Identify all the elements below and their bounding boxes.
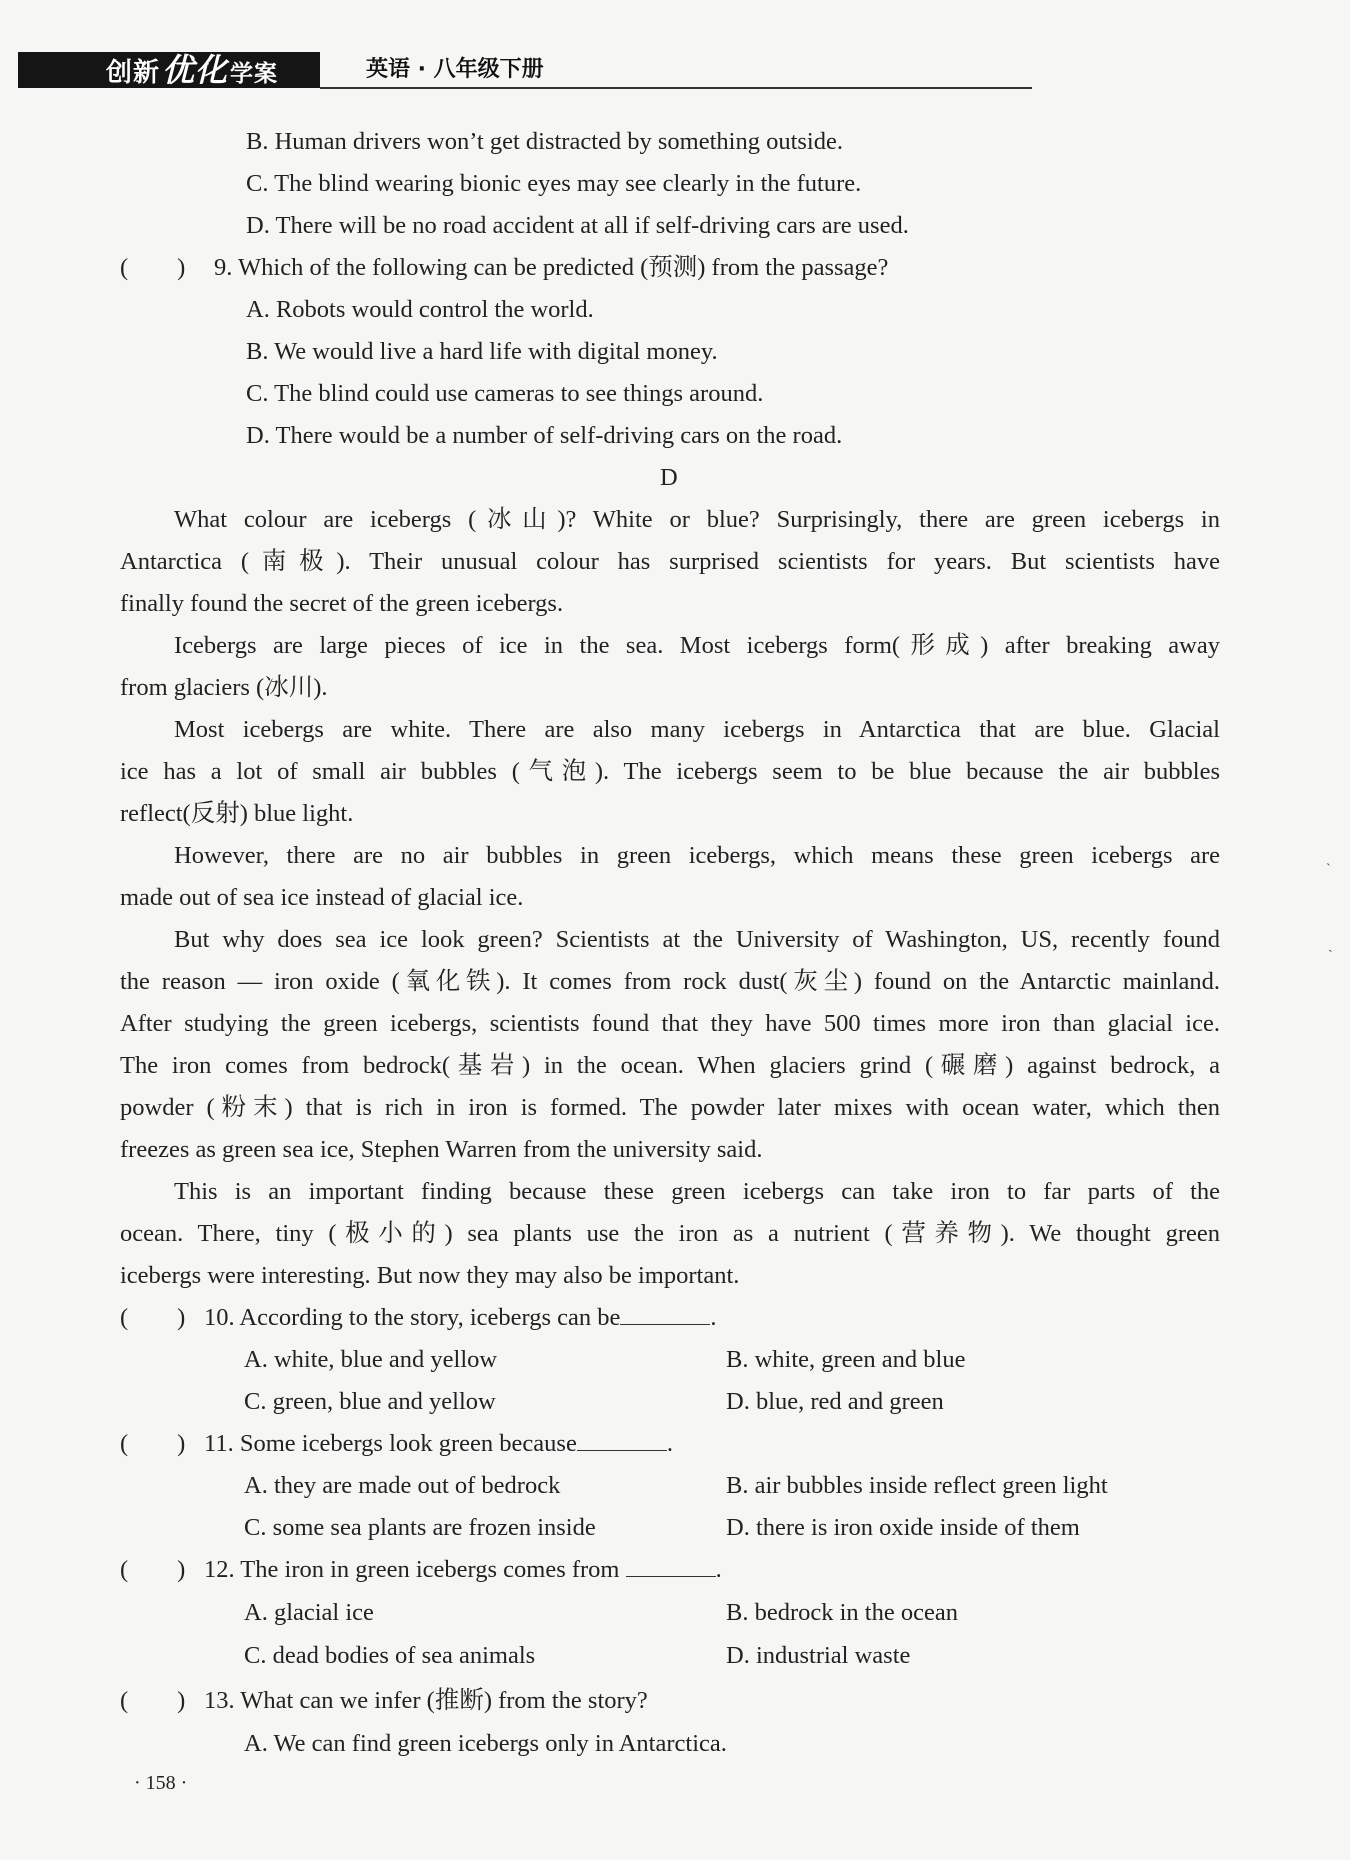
- q11-option-b: B. air bubbles inside reflect green light: [726, 1472, 1108, 1499]
- passage-line: This is an important finding because these green icebergs can take iron to far parts of the: [174, 1178, 1220, 1205]
- q10-option-a: A. white, blue and yellow: [244, 1346, 498, 1373]
- q10-stem-text: 10. According to the story, icebergs can be: [204, 1304, 621, 1331]
- margin-mark: ˏ: [1328, 938, 1333, 953]
- passage-line: Antarctica (南极). Their unusual colour has surprised scientists for years. But scientists have: [120, 548, 1220, 575]
- passage-line: What colour are icebergs (冰山)? White or blue? Surprisingly, there are green icebergs in: [174, 506, 1220, 533]
- passage-line: icebergs were interesting. But now they may also be important.: [120, 1262, 740, 1289]
- brand-highlight: 优化: [162, 51, 229, 89]
- q12-option-b: B. bedrock in the ocean: [726, 1599, 958, 1626]
- q8-option-d: D. There will be no road accident at all if self-driving cars are used.: [246, 212, 909, 239]
- q9-answer-paren: ( ): [120, 254, 186, 281]
- passage-line: freezes as green sea ice, Stephen Warren from the university said.: [120, 1136, 763, 1163]
- brand-prefix: 创新: [106, 58, 161, 88]
- page-number: · 158 ·: [134, 1772, 188, 1794]
- q11-option-c: C. some sea plants are frozen inside: [244, 1514, 596, 1541]
- q13-stem: 13. What can we infer (推断) from the story?: [204, 1687, 648, 1714]
- passage-line: However, there are no air bubbles in green icebergs, which means these green icebergs are: [174, 842, 1220, 869]
- q11-stem-end: .: [666, 1430, 673, 1457]
- margin-mark: ˋ: [1326, 862, 1331, 877]
- q9-stem: 9. Which of the following can be predicted (预测) from the passage?: [214, 254, 889, 281]
- q10-option-b: B. white, green and blue: [726, 1346, 966, 1373]
- passage-line: ice has a lot of small air bubbles (气泡). The icebergs seem to be blue because the air bubbles: [120, 758, 1220, 785]
- q9-option-b: B. We would live a hard life with digital money.: [246, 338, 718, 365]
- q11-stem-text: 11. Some icebergs look green because: [204, 1430, 577, 1457]
- q12-option-a: A. glacial ice: [244, 1599, 374, 1626]
- answer-blank[interactable]: [626, 1554, 716, 1577]
- q8-option-b: B. Human drivers won’t get distracted by something outside.: [246, 128, 843, 155]
- header-rule: [320, 87, 1032, 89]
- passage-line: powder (粉末) that is rich in iron is formed. The powder later mixes with ocean water, which then: [120, 1094, 1220, 1121]
- q11-option-d: D. there is iron oxide inside of them: [726, 1514, 1080, 1541]
- q12-stem-end: .: [715, 1556, 722, 1583]
- subject-title: 英语 · 八年级下册: [366, 57, 544, 82]
- section-label: D: [660, 464, 678, 491]
- q11-stem: [204, 1427, 673, 1461]
- q9-option-c: C. The blind could use cameras to see things around.: [246, 380, 764, 407]
- passage-line: reflect(反射) blue light.: [120, 800, 354, 827]
- q12-answer-paren: ( ): [120, 1556, 186, 1583]
- q12-stem-text: 12. The iron in green icebergs comes from: [204, 1556, 620, 1583]
- answer-blank[interactable]: [620, 1302, 710, 1325]
- q12-option-d: D. industrial waste: [726, 1642, 911, 1669]
- q12-stem: [204, 1553, 722, 1587]
- answer-blank[interactable]: [577, 1428, 667, 1451]
- passage-line: After studying the green icebergs, scientists found that they have 500 times more iron than glacial ice.: [120, 1010, 1220, 1037]
- q12-option-c: C. dead bodies of sea animals: [244, 1642, 536, 1669]
- q9-option-a: A. Robots would control the world.: [246, 296, 594, 323]
- passage-line: made out of sea ice instead of glacial ice.: [120, 884, 524, 911]
- passage-line: the reason — iron oxide (氧化铁). It comes from rock dust(灰尘) found on the Antarctic mainland.: [120, 968, 1220, 995]
- q10-stem: [204, 1301, 717, 1335]
- passage-line: The iron comes from bedrock(基岩) in the ocean. When glaciers grind (碾磨) against bedrock, a: [120, 1052, 1220, 1079]
- page-header: [18, 52, 1018, 90]
- passage-line: ocean. There, tiny (极小的) sea plants use the iron as a nutrient (营养物). We thought green: [120, 1220, 1220, 1247]
- passage-line: Most icebergs are white. There are also many icebergs in Antarctica that are blue. Glacial: [174, 716, 1220, 743]
- q11-answer-paren: ( ): [120, 1430, 186, 1457]
- q11-option-a: A. they are made out of bedrock: [244, 1472, 561, 1499]
- q10-option-d: D. blue, red and green: [726, 1388, 944, 1415]
- brand-suffix: 学案: [230, 61, 279, 87]
- passage-line: Icebergs are large pieces of ice in the sea. Most icebergs form(形成) after breaking away: [174, 632, 1220, 659]
- passage-line: But why does sea ice look green? Scientists at the University of Washington, US, recently found: [174, 926, 1220, 953]
- q10-option-c: C. green, blue and yellow: [244, 1388, 496, 1415]
- q10-answer-paren: ( ): [120, 1304, 186, 1331]
- q9-option-d: D. There would be a number of self-driving cars on the road.: [246, 422, 843, 449]
- q13-option-a: A. We can find green icebergs only in Antarctica.: [244, 1730, 727, 1757]
- q10-stem-end: .: [710, 1304, 717, 1331]
- brand-logo: [18, 52, 320, 88]
- passage-line: from glaciers (冰川).: [120, 674, 328, 701]
- q13-answer-paren: ( ): [120, 1687, 186, 1714]
- passage-line: finally found the secret of the green icebergs.: [120, 590, 564, 617]
- q8-option-c: C. The blind wearing bionic eyes may see clearly in the future.: [246, 170, 862, 197]
